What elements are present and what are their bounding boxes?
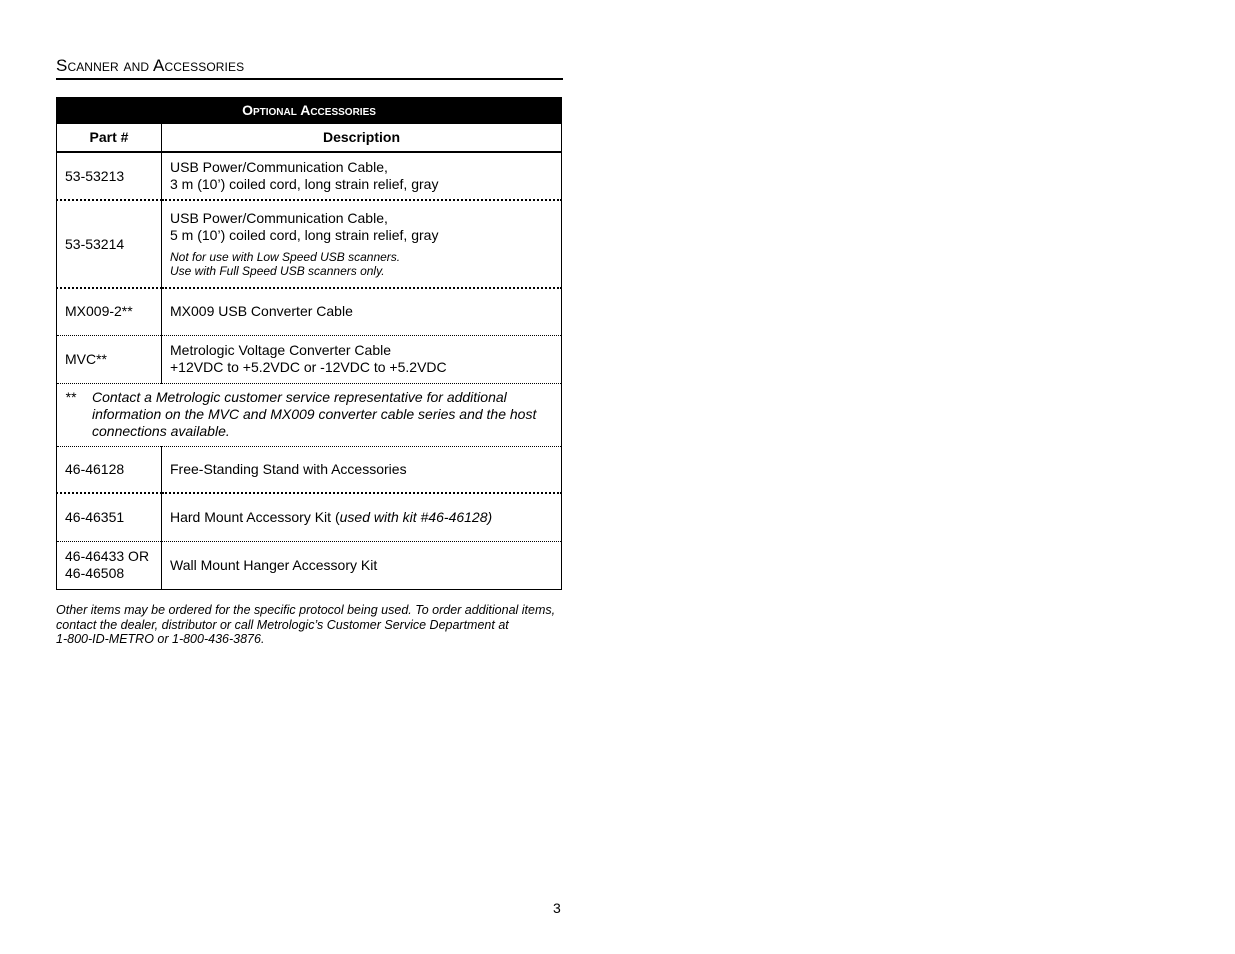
- description: [162, 152, 562, 200]
- table-banner: Optional Accessories: [57, 98, 562, 124]
- description-line: Free-Standing Stand with Accessories: [170, 460, 407, 477]
- description: [162, 493, 562, 541]
- description: [162, 200, 562, 288]
- description: [162, 288, 562, 335]
- table-row: [57, 446, 562, 493]
- footnote-mark: **: [65, 389, 76, 405]
- accessories-table: [56, 97, 562, 590]
- section-title: Scanner and Accessories: [56, 56, 563, 80]
- footnote-row: [57, 383, 562, 446]
- ordering-note: [56, 603, 576, 647]
- footnote-text: Contact a Metrologic customer service representative for additional information on the MVC and MX009 converter cable series and the host connections available.: [92, 389, 537, 439]
- description-line: USB Power/Communication Cable,: [170, 210, 388, 226]
- part-number: MVC**: [57, 335, 162, 383]
- table-row: [57, 152, 562, 200]
- description-line: Metrologic Voltage Converter Cable: [170, 342, 392, 358]
- part-number: MX009-2**: [57, 288, 162, 335]
- column-header-description: Description: [162, 124, 562, 153]
- usb-note-line: Not for use with Low Speed USB scanners.: [170, 250, 401, 264]
- description-line: 5 m (10’) coiled cord, long strain relief, gray: [170, 227, 439, 243]
- usb-note-line: Use with Full Speed USB scanners only.: [170, 264, 385, 278]
- description-line: USB Power/Communication Cable,: [170, 159, 388, 175]
- page-number: 3: [553, 900, 561, 916]
- ordering-note-line: 1-800-ID-METRO or 1-800-436-3876.: [56, 632, 265, 646]
- table-banner-row: [57, 98, 562, 124]
- ordering-note-line: Other items may be ordered for the specific protocol being used. To order additional items,: [56, 603, 556, 617]
- description-line: Wall Mount Hanger Accessory Kit: [170, 556, 378, 573]
- description: [162, 541, 562, 589]
- part-number: 53-53214: [57, 200, 162, 288]
- part-number: 46-46128: [57, 446, 162, 493]
- table-row: [57, 335, 562, 383]
- table-row: [57, 288, 562, 335]
- table-row: [57, 541, 562, 589]
- description-line: MX009 USB Converter Cable: [170, 303, 353, 320]
- table-row: [57, 493, 562, 541]
- description-italic: used with kit #46-46128): [339, 508, 493, 525]
- footnote-cell: [57, 383, 562, 446]
- part-number: 46-46351: [57, 493, 162, 541]
- part-number: 53-53213: [57, 152, 162, 200]
- table-header-row: [57, 124, 562, 153]
- column-header-part: Part #: [57, 124, 162, 153]
- description: [162, 446, 562, 493]
- table-row: [57, 200, 562, 288]
- part-number-line: 46-46508: [65, 565, 125, 581]
- usb-note: [170, 250, 561, 278]
- part-number-line: 46-46433 OR: [65, 548, 150, 564]
- ordering-note-line: contact the dealer, distributor or call Metrologic’s Customer Service Department at: [56, 617, 509, 632]
- description-line: +12VDC to +5.2VDC or -12VDC to +5.2VDC: [170, 359, 447, 375]
- description-line: 3 m (10’) coiled cord, long strain relief, gray: [170, 176, 439, 192]
- description-line: Hard Mount Accessory Kit (: [170, 508, 340, 525]
- footnote: [57, 389, 561, 440]
- part-number: [57, 541, 162, 589]
- description: [162, 335, 562, 383]
